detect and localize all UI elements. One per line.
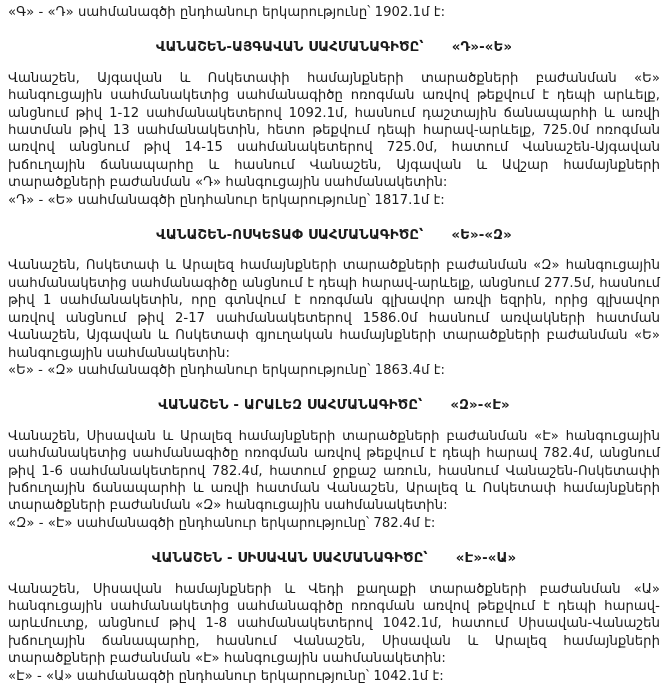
total-length-line-e-z: «Ե» - «Զ» սահմանագծի ընդհանուր երկարությունը՝ 1863.4մ է: — [8, 362, 446, 378]
heading-codes: «Է»-«Ա» — [455, 551, 517, 567]
heading-title: ՎԱՆԱՇԵՆ - ՍԻՍԱՎԱՆ ՍԱՀՄԱՆԱԳԻԾԸ՝ — [151, 551, 428, 567]
section-heading — [8, 39, 660, 56]
section-body: Վանաշեն, Այգավան և Ոսկետափի համայնքների տարածքների բաժանման «Ե» հանգուցային սահմանակետից սահմանագիծը ոռոգման առվով թեքվում է դեպի արևելք, անցնում թիվ 1-12 սահմանակետերով 1092.1մ, հասնում դաշտային ճանապարհի և առվի հատման թիվ 13 սահմանակետին, հետո թեքվում դեպի հարավ-արևելք, 725.0մ ոռոգման առվով անցնում թիվ 14-15 սահմանակետերով 725.0մ, հատում Վանաշեն-Այգավան խճուղային ճանապարհը և հասնում Վանաշեն, Այգավան և Ավշար համայնքների տարածքների բաժանման «Դ» հանգուցային սահմանակետին: — [8, 70, 660, 191]
section-body: Վանաշեն, Սիսավան համայնքների և Վեդի քաղաքի տարածքների բաժանման «Ա» հանգուցային սահմանակետից սահմանագիծը ոռոգման առվով թեքվում է դեպի հարավ-արևմուտք, անցնում թիվ 1-8 սահմանակետերով 1042.1մ, հատում Սիսավան-Վանաշեն խճուղային ճանապարհը, հասնում Վանաշեն, Սիսավան և Արալեզ համայնքների տարածքների բաժանման «Է» հանգուցային սահմանակետին: — [8, 581, 660, 667]
total-length-line-g-d: «Գ» - «Դ» սահմանագծի ընդհանուր երկարությունը՝ 1902.1մ է: — [8, 5, 446, 20]
section-body: Վանաշեն, Ոսկետափ և Արալեզ համայնքների տարածքների բաժանման «Զ» հանգուցային սահմանակետից սահմանագիծը անցնում է դեպի հարավ-արևելք, անցնում 277.5մ, հասնում թիվ 1 սահմանակետին, որը գտնվում է ոռոգման գլխավոր առվի եզրին, որից գլխավոր առվով անցնում թիվ 2-17 սահմանակետերով 1586.0մ հասնում առվակների հատման Վանաշեն, Այգավան և Ոսկետափ գյուղական համայնքների տարածքների բաժանման «Ե» հանգուցային սահմանակետին: — [8, 258, 660, 361]
heading-codes: «Դ»-«Ե» — [451, 40, 513, 56]
heading-title: ՎԱՆԱՇԵՆ-ՈՍԿԵՏԱՓ ՍԱՀՄԱՆԱԳԻԾԸ՝ — [156, 228, 424, 244]
section-vanashen-sisavan — [8, 550, 660, 685]
total-length-line-e-a: «Է» - «Ա» սահմանագծի ընդհանուր երկարությունը՝ 1042.1մ է: — [8, 668, 444, 684]
section-heading — [8, 397, 660, 414]
heading-title: ՎԱՆԱՇԵՆ - ԱՐԱԼԵԶ ՍԱՀՄԱՆԱԳԻԾԸ՝ — [158, 398, 423, 414]
section-heading — [8, 227, 660, 244]
section-vanashen-aygavan — [8, 39, 660, 209]
section-body: Վանաշեն, Սիսավան և Արալեզ համայնքների տարածքների բաժանման «Է» հանգուցային սահմանակետից սահմանագիծը ոռոգման առվով թեքվում է դեպի հարավ 782.4մ, անցնում թիվ 1-6 սահմանակետերով 782.4մ, հատում ջրքաշ առուն, հասնում Վանաշեն-Ոսկետափի խճուղային ճանապարհի և առվի հատման Վանաշեն, Արալեզ և Ոսկետափ համայնքների տարածքների բաժանման «Զ» հանգուցային սահմանակետին: — [8, 428, 660, 514]
section-vanashen-vosketap — [8, 227, 660, 379]
heading-codes: «Զ»-«Է» — [450, 398, 510, 414]
total-length-line-d-e: «Դ» - «Ե» սահմանագծի ընդհանուր երկարությունը՝ 1817.1մ է: — [8, 192, 445, 208]
section-heading — [8, 550, 660, 567]
heading-codes: «Ե»-«Զ» — [451, 228, 512, 244]
heading-title: ՎԱՆԱՇԵՆ-ԱՅԳԱՎԱՆ ՍԱՀՄԱՆԱԳԻԾԸ՝ — [155, 40, 424, 56]
total-length-line-z-e: «Զ» - «Է» սահմանագծի ընդհանուր երկարությունը՝ 782.4մ է: — [8, 515, 436, 531]
section-vanashen-aralez — [8, 397, 660, 532]
